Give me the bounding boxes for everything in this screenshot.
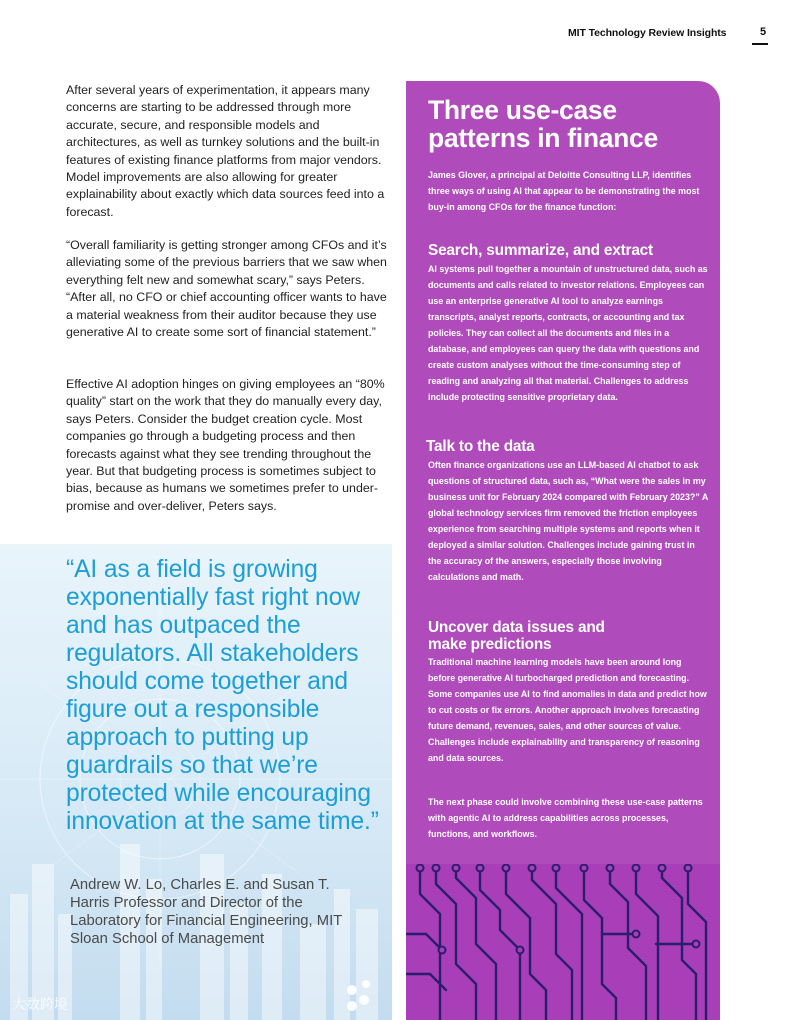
body-paragraph-2: “Overall familiarity is getting stronger among CFOs and it’s alleviating some of the previous barriers that we saw when everything felt new and somewhat scary,” says Peters. “After all, no CFO or chief accounting officer wants to have a material weakness from their auditor because they use generative AI to create some sort of financial statement.” (66, 238, 387, 340)
section-heading-search: Search, summarize, and extract (428, 242, 653, 259)
circuit-pattern (406, 864, 720, 1020)
section-text-search: AI systems pull together a mountain of unstructured data, such as documents and calls related to investor relations. Employees can use an enterprise generative AI tool to analyze earnings transcripts, analyst reports, contracts, or accounting and tax policies. They can collect all the documents and files in a database, and employees can query the data with questions and create custom analyses without the time-consuming step of reading and analyzing all that material. Challenges to address include protecting sensitive proprietary data. (428, 264, 708, 402)
publication-name: MIT Technology Review Insights (568, 27, 727, 39)
pull-quote-text: “AI as a field is growing exponentially fast right now and has outpaced the regulators. All stakeholders should come together and figure out a responsible approach to putting up guardrails so that we’re protected while encouraging innovation at the same time.” (66, 556, 379, 835)
section-text-talk: Often finance organizations use an LLM-based AI chatbot to ask questions of structured data, such as, “What were the sales in my business unit for February 2024 compared with February 2023?” A global technology services firm removed the friction employees experience from searching multiple systems and reports when it deployed a similar solution. Challenges include gaining trust in the accuracy of the answers, especially those involving calculations and math. (428, 460, 708, 582)
page-number-underline (752, 43, 768, 45)
body-paragraph-3: Effective AI adoption hinges on giving employees an “80% quality” start on the work that they do manually every day, says Peters. Consider the budget creation cycle. Most companies go through a budgeting process and then forecasts against what they see trending throughout the year. But that budgeting process is sometimes subject to bias, because as humans we sometimes prefer to under-promise and over-deliver, Peters says. (66, 377, 385, 513)
circuit-board-illustration (406, 864, 720, 1020)
section-heading-talk: Talk to the data (426, 438, 535, 455)
page-number: 5 (760, 26, 767, 38)
sidebar-closing: The next phase could involve combining these use-case patterns with agentic AI to address capabilities across processes, functions, and workflows. (428, 797, 703, 839)
sidebar-title: Three use-case patterns in finance (428, 95, 658, 153)
body-paragraph-1: After several years of experimentation, it appears many concerns are starting to be addressed through more accurate, secure, and responsible models and architectures, as well as turnkey solutions and the built-in features of existing finance platforms from major vendors. Model improvements are also allowing for greater explainability about exactly which data sources feed into a forecast. (66, 83, 385, 219)
section-heading-uncover: Uncover data issues and make predictions (428, 619, 605, 653)
section-text-uncover: Traditional machine learning models have been around long before generative AI turbocharged prediction and forecasting. Some companies use AI to find anomalies in data and predict how to cut costs or fix errors. Another approach involves forecasting future demand, revenues, sales, and other sources of value. Challenges include explainability and transparency of reasoning and data sources. (428, 657, 707, 763)
watermark-text: 大数跨境 (12, 996, 68, 1012)
pull-quote-attribution: Andrew W. Lo, Charles E. and Susan T. Harris Professor and Director of the Laboratory for Financial Engineering, MIT Sloan School of Management (70, 877, 342, 947)
sidebar-intro: James Glover, a principal at Deloitte Consulting LLP, identifies three ways of using AI that appear to be demonstrating the most buy-in among CFOs for the finance function: (428, 170, 700, 212)
